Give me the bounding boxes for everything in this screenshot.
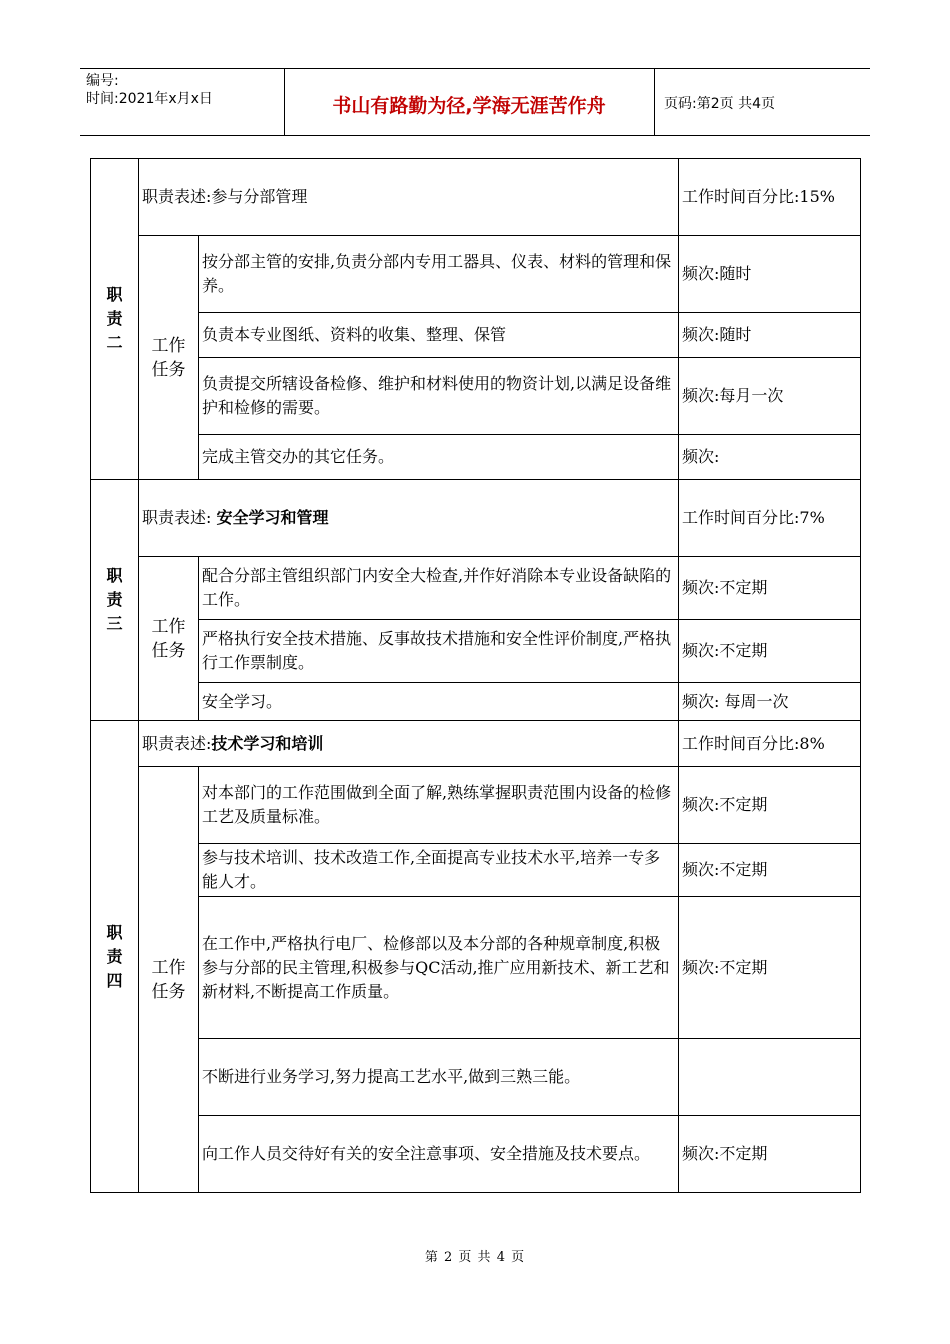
table-row — [91, 480, 861, 557]
task-label: 工作 任务 — [139, 767, 199, 1193]
time-percent: 工作时间百分比:15% — [679, 159, 861, 236]
header-motto: 书山有路勤为径,学海无涯苦作舟 — [332, 95, 606, 117]
table-row — [91, 236, 861, 313]
task-text: 负责本专业图纸、资料的收集、整理、保管 — [199, 313, 679, 358]
table-row — [91, 435, 861, 480]
task-text: 参与技术培训、技术改造工作,全面提高专业技术水平,培养一专多能人才。 — [199, 844, 679, 897]
duty-table — [90, 158, 861, 1193]
task-frequency: 频次:不定期 — [679, 844, 861, 897]
task-label: 工作 任务 — [139, 557, 199, 721]
task-text: 向工作人员交待好有关的安全注意事项、安全措施及技术要点。 — [199, 1116, 679, 1193]
page-header — [80, 68, 870, 136]
table-row — [91, 313, 861, 358]
table-row — [91, 557, 861, 620]
task-text: 完成主管交办的其它任务。 — [199, 435, 679, 480]
table-row — [91, 844, 861, 897]
table-row — [91, 683, 861, 721]
task-label: 工作 任务 — [139, 236, 199, 480]
task-text: 按分部主管的安排,负责分部内专用工器具、仪表、材料的管理和保养。 — [199, 236, 679, 313]
time-percent: 工作时间百分比:7% — [679, 480, 861, 557]
duty-description: 职责表述:参与分部管理 — [139, 159, 679, 236]
task-text: 对本部门的工作范围做到全面了解,熟练掌握职责范围内设备的检修工艺及质量标准。 — [199, 767, 679, 844]
task-frequency: 频次:随时 — [679, 313, 861, 358]
task-frequency: 频次:不定期 — [679, 897, 861, 1039]
table-row — [91, 721, 861, 767]
task-frequency: 频次:不定期 — [679, 620, 861, 683]
table-row — [91, 358, 861, 435]
table-row — [91, 1039, 861, 1116]
table-row — [91, 897, 861, 1039]
task-text: 负责提交所辖设备检修、维护和材料使用的物资计划,以满足设备维护和检修的需要。 — [199, 358, 679, 435]
header-page-label: 页码:第2页 共4页 — [664, 96, 775, 112]
code-label: 编号: — [86, 73, 119, 89]
section-title: 职 责 二 — [91, 159, 139, 480]
duty-description: 职责表述:技术学习和培训 — [139, 721, 679, 767]
task-frequency: 频次: 每周一次 — [679, 683, 861, 721]
task-frequency: 频次: — [679, 435, 861, 480]
task-frequency: 频次:不定期 — [679, 557, 861, 620]
task-frequency — [679, 1039, 861, 1116]
table-row — [91, 1116, 861, 1193]
task-frequency: 频次:不定期 — [679, 767, 861, 844]
task-text: 安全学习。 — [199, 683, 679, 721]
duty-description: 职责表述: 安全学习和管理 — [139, 480, 679, 557]
task-frequency: 频次:随时 — [679, 236, 861, 313]
task-frequency: 频次:每月一次 — [679, 358, 861, 435]
section-title: 职 责 四 — [91, 721, 139, 1193]
table-row — [91, 620, 861, 683]
section-title: 职 责 三 — [91, 480, 139, 721]
table-row — [91, 159, 861, 236]
header-meta — [86, 72, 213, 108]
time-percent: 工作时间百分比:8% — [679, 721, 861, 767]
task-text: 不断进行业务学习,努力提高工艺水平,做到三熟三能。 — [199, 1039, 679, 1116]
task-text: 在工作中,严格执行电厂、检修部以及本分部的各种规章制度,积极参与分部的民主管理,积极参与QC活动,推广应用新技术、新工艺和新材料,不断提高工作质量。 — [199, 897, 679, 1039]
page-footer: 第 2 页 共 4 页 — [424, 1250, 526, 1265]
task-text: 严格执行安全技术措施、反事故技术措施和安全性评价制度,严格执行工作票制度。 — [199, 620, 679, 683]
table-row — [91, 767, 861, 844]
header-divider — [654, 69, 655, 135]
task-text: 配合分部主管组织部门内安全大检查,并作好消除本专业设备缺陷的工作。 — [199, 557, 679, 620]
date-label: 时间:2021年x月x日 — [86, 91, 213, 107]
task-frequency: 频次:不定期 — [679, 1116, 861, 1193]
